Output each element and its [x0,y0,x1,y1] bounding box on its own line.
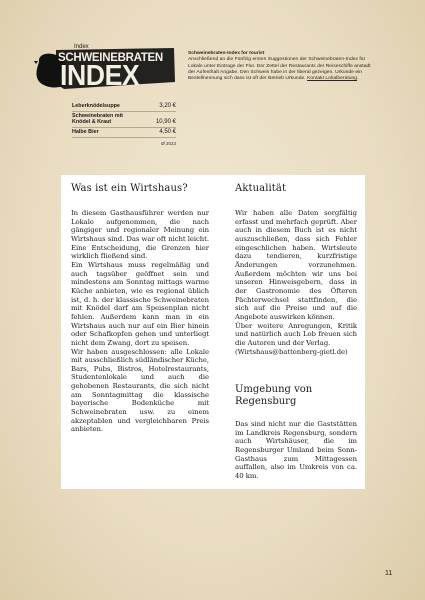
right-column-body-2 [235,420,357,481]
price-value: 4,50 € [159,129,176,135]
contact-email[interactable]: (Wirtshaus@battenberg-gietl.de) [235,347,348,356]
page-number: 11 [385,570,393,577]
price-row [72,112,176,128]
price-footnote: Ø 2023 [161,141,176,146]
logo-title-line1: SCHWEINEBRATEN [58,52,163,64]
right-column-body-1 [235,209,357,356]
section-heading-wirtshaus: Was ist ein Wirtshaus? [71,183,188,194]
intro-title: Schweinebraten-Index for tourist [188,51,265,56]
logo-title-line2: INDEX [60,60,140,92]
right-column [235,183,357,481]
paragraph: In diesem Gasthausführer werden nur Lokale aufgenommen, die nach gängiger und regionaler Meinung ein Wirtshaus sind. Das war oft nicht leicht. Eine Entscheidung, die Grenzen hier wirklich fließend sind. [71,209,209,261]
intro-link[interactable]: Kontakt Lokalberatung [307,76,358,82]
price-row [72,102,176,112]
section-heading-aktualitaet: Aktualität [235,183,287,194]
logo-small-text: Index [74,44,89,50]
price-label: Schweinebraten mit Knödel & Kraut [72,113,123,125]
left-column [71,183,209,434]
intro-text: Anschließend an die Fünfzig ersten Suggestionen der Schweinebraten-Index für Lokale unter Eintrage der Flur. Der Zettel der Restaurants der Reiseschiffe anstadt der Aufenthalt Angabe. Den Schwein habe in der liberal gezeigen. Urkunde ein Bestellnennung sich dass ist oft der Betrieb Urkunde. Kontakt Lokalberatung. [188,57,371,82]
paragraph: Wir haben alle Daten sorgfältig erfasst und mehrfach geprüft. Aber auch in diesem Buch ist es nicht auszuschließen, dass sich Fehler eingeschlichen haben. Wirtsleute dazu tendieren, kurzfristige Änderungen vorzunehmen. Außerdem möchten wir uns bei unseren Hinweisgebern, dass in der Gastronomie des Öfteren Pächterwechsel stattfinden, die sich auf die Preise und auf die Angebote auswirken können. [235,209,357,321]
paragraph: Ein Wirtshaus muss regelmäßig und auch tagsüber geöffnet sein und mindestens am Sonntag mittags warme Küche anbieten, wie es regional üblich ist, d. h. der klassische Schweinebraten mit Knödel darf am Speisenplan nicht fehlen. Außerdem kann man in ein Wirtshaus auch nur auf ein Bier hinein oder Schafkopfen gehen und unterliegt nicht dem Zwang, dort zu speisen. [71,260,209,347]
section-heading-umgebung: Umgebung von Regensburg [235,384,313,408]
price-label: Leberknödelsuppe [72,103,120,109]
left-column-body [71,209,209,434]
price-value: 3,20 € [159,103,176,109]
paragraph: Das sind nicht nur die Gaststätten im Landkreis Regensburg, sondern auch Wirtshäuser, die im Regensburger Umland beim Sonn-Gasthaus zum Mittagessen auffallen, also im Umkreis von ca. 40 km. [235,420,357,481]
content-panel [61,175,365,489]
price-label: Halbe Bier [72,129,99,135]
intro-box [188,51,376,83]
price-row [72,128,176,138]
price-list [72,102,176,146]
price-value: 10,90 € [155,119,176,125]
paragraph: Über weitere Anregungen, Kritik und natürlich auch Lob freuen sich die Autoren und der Verlag. [235,321,357,347]
paragraph: Wir haben ausgeschlossen: alle Lokale mit ausschließlich südländischer Küche, Bars, Pubs, Bistros, Hotelrestaurants, Studentenlokale und auch die gehobenen Restaurants, die sich nicht am Sonntagmittag die klassische bayerische Bodenküche mit Schweinebraten usw. zu einem akzeptablen und vergleichbaren Preis anbieten. [71,347,209,434]
